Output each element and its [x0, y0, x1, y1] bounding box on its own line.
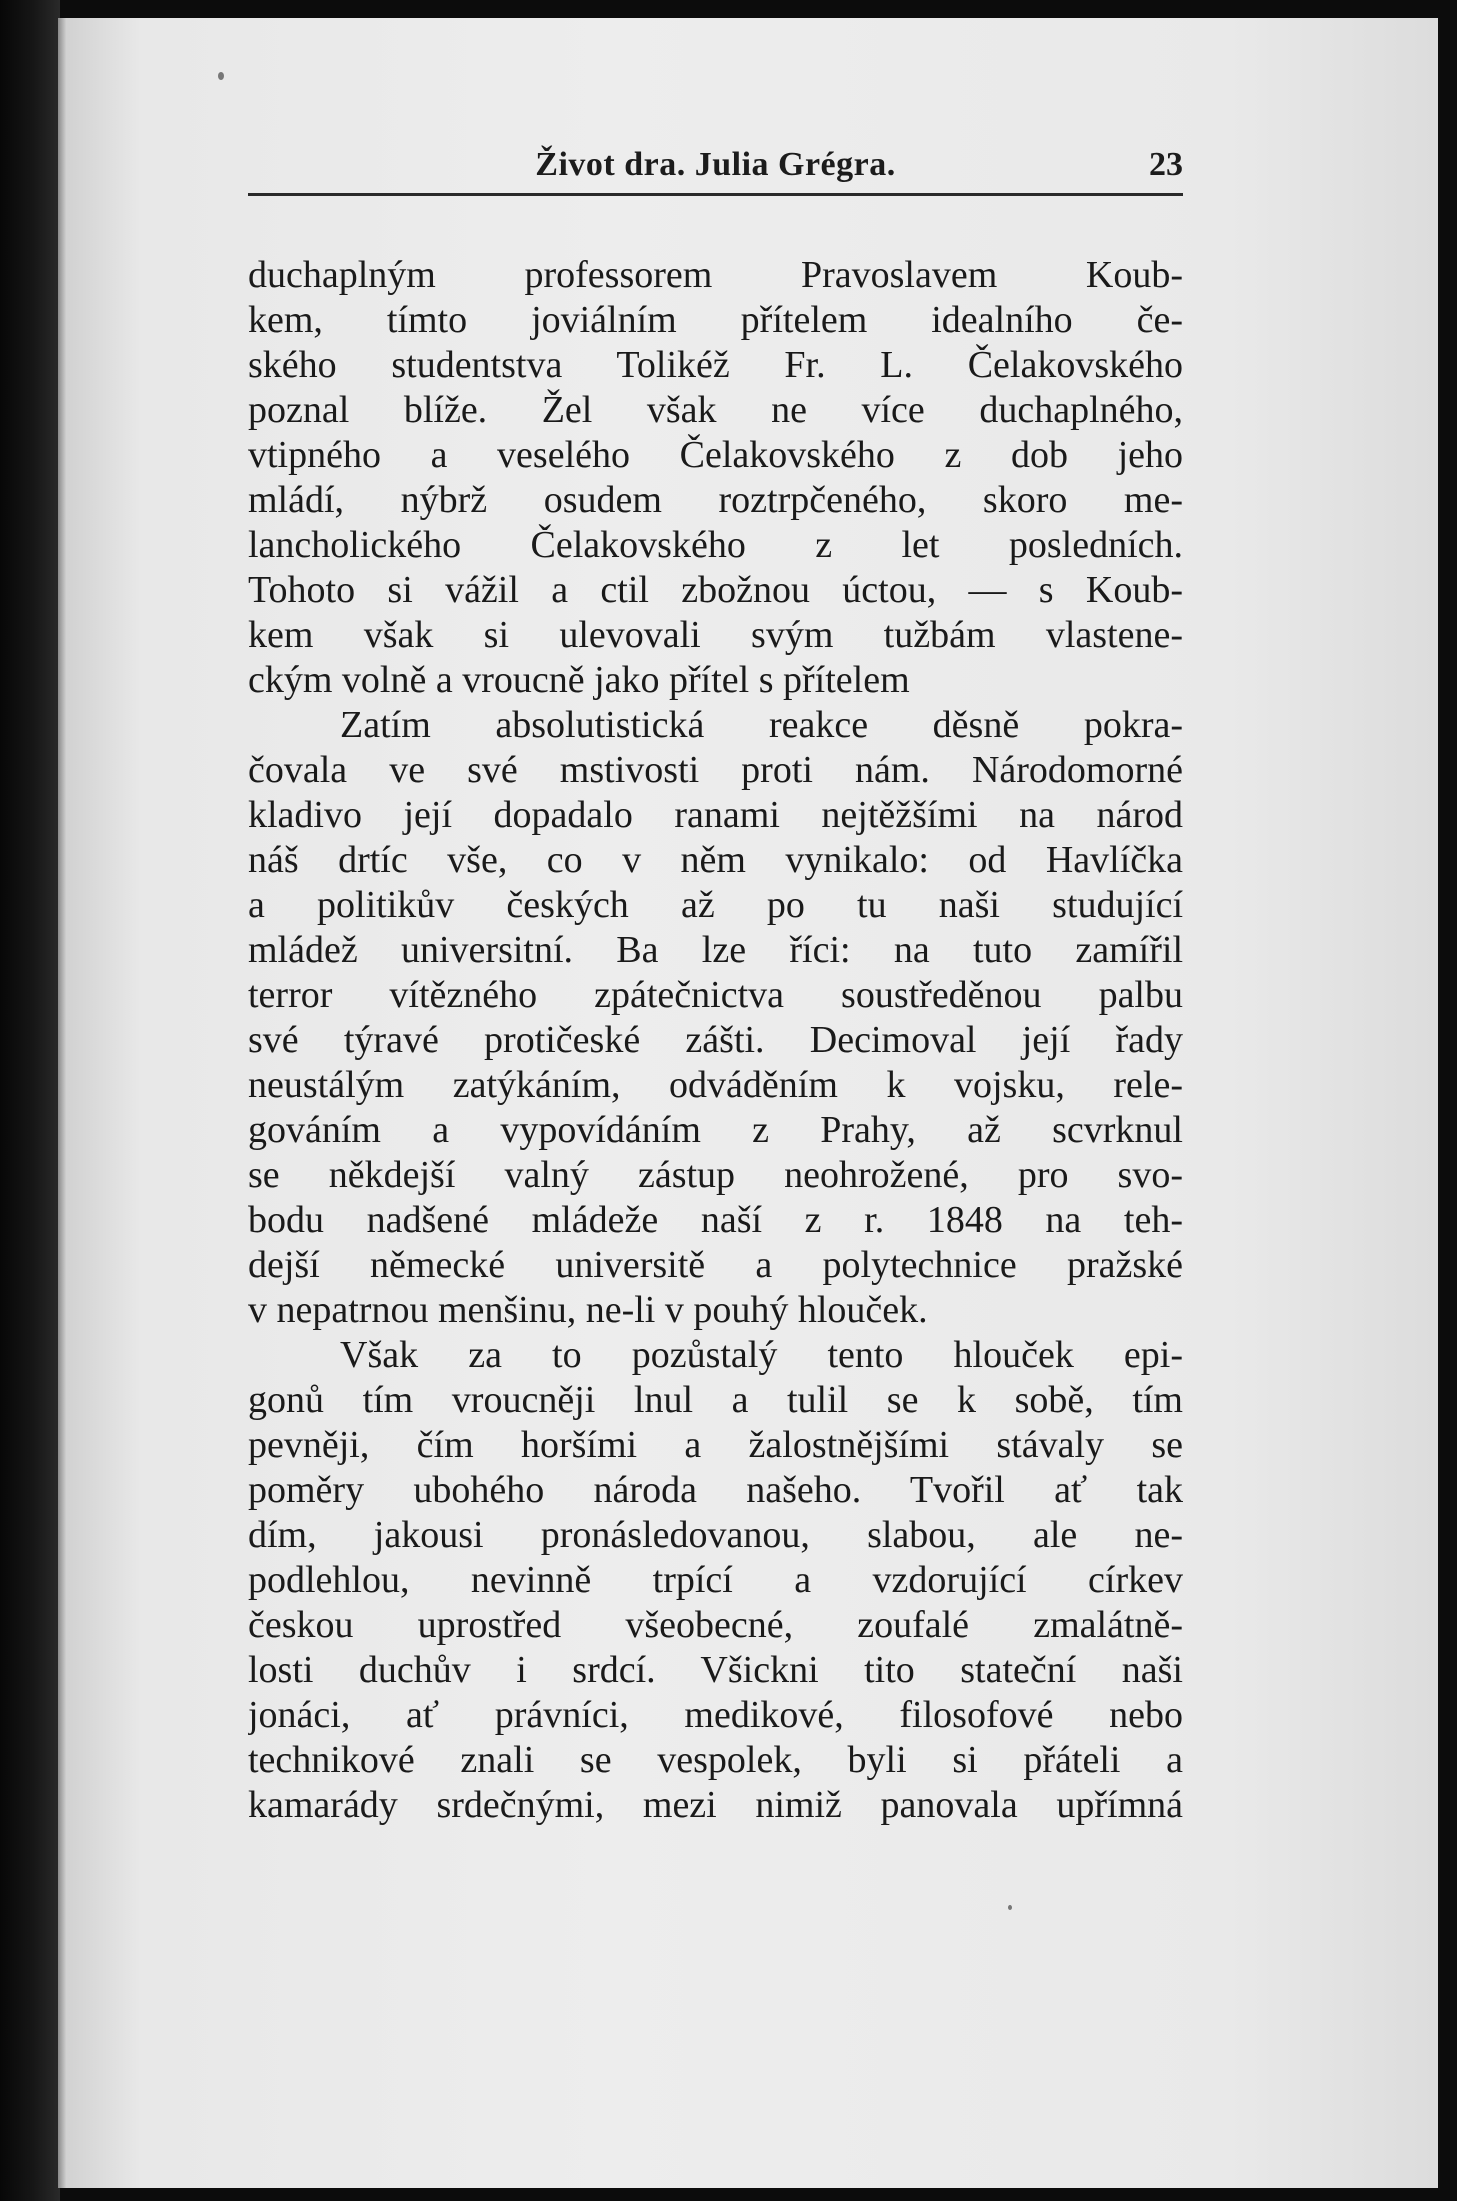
paper-speck [1008, 1905, 1012, 1910]
text-line: technikové znali se vespolek, byli si přáteli a [248, 1739, 1183, 1781]
page-header [248, 146, 1183, 192]
text-line: duchaplným professorem Pravoslavem Koub- [248, 254, 1183, 296]
text-line: dejší německé universitě a polytechnice pražské [248, 1244, 1183, 1286]
body-text [248, 253, 1183, 1843]
text-line: své týravé protičeské zášti. Decimoval její řady [248, 1019, 1183, 1061]
text-line: mládí, nýbrž osudem roztrpčeného, skoro me- [248, 479, 1183, 521]
text-line: podlehlou, nevinně trpící a vzdorující církev [248, 1559, 1183, 1601]
text-line: kamarády srdečnými, mezi nimiž panovala upřímná [248, 1784, 1183, 1826]
text-line: poměry ubohého národa našeho. Tvořil ať tak [248, 1469, 1183, 1511]
text-line: čovala ve své mstivosti proti nám. Národomorné [248, 749, 1183, 791]
text-line: náš drtíc vše, co v něm vynikalo: od Havlíčka [248, 839, 1183, 881]
text-line: českou uprostřed všeobecné, zoufalé zmalátně- [248, 1604, 1183, 1646]
text-line: jonáci, ať právníci, medikové, filosofové nebo [248, 1694, 1183, 1736]
text-line: pevněji, čím horšími a žalostnějšími stávaly se [248, 1424, 1183, 1466]
text-line: gonů tím vroucněji lnul a tulil se k sobě, tím [248, 1379, 1183, 1421]
text-line: mládež universitní. Ba lze říci: na tuto zamířil [248, 929, 1183, 971]
book-spine-shadow [0, 0, 60, 2201]
text-line: kem, tímto joviálním přítelem idealního če- [248, 299, 1183, 341]
text-line: lancholického Čelakovského z let posledních. [248, 524, 1183, 566]
text-line: ského studentstva Tolikéž Fr. L. Čelakovského [248, 344, 1183, 386]
text-line: ckým volně a vroucně jako přítel s přítelem [248, 659, 910, 701]
text-line: kladivo její dopadalo ranami nejtěžšími na národ [248, 794, 1183, 836]
running-title: Život dra. Julia Grégra. [535, 146, 896, 183]
text-line: a politikův českých až po tu naši studující [248, 884, 1183, 926]
text-line: gováním a vypovídáním z Prahy, až scvrknul [248, 1109, 1183, 1151]
text-line: poznal blíže. Žel však ne více duchaplného, [248, 389, 1183, 431]
text-line: dím, jakousi pronásledovanou, slabou, ale ne- [248, 1514, 1183, 1556]
paper-speck [218, 72, 224, 80]
page-number: 23 [1149, 146, 1183, 183]
text-line: v nepatrnou menšinu, ne-li v pouhý hlouček. [248, 1289, 928, 1331]
text-line: kem však si ulevovali svým tužbám vlastene- [248, 614, 1183, 656]
text-line: neustálým zatýkáním, odváděním k vojsku, rele- [248, 1064, 1183, 1106]
text-line: se někdejší valný zástup neohrožené, pro svo- [248, 1154, 1183, 1196]
page-gutter-edge [58, 18, 66, 2188]
paragraph-start-line: Však za to pozůstalý tento hlouček epi- [340, 1334, 1183, 1376]
text-line: vtipného a veselého Čelakovského z dob jeho [248, 434, 1183, 476]
header-rule [248, 193, 1183, 196]
text-line: bodu nadšené mládeže naší z r. 1848 na teh- [248, 1199, 1183, 1241]
text-line: Tohoto si vážil a ctil zbožnou úctou, — s Koub- [248, 569, 1183, 611]
text-line: terror vítězného zpátečnictva soustředěnou palbu [248, 974, 1183, 1016]
text-line: losti duchův i srdcí. Všickni tito stateční naši [248, 1649, 1183, 1691]
paragraph-start-line: Zatím absolutistická reakce děsně pokra- [340, 704, 1183, 746]
